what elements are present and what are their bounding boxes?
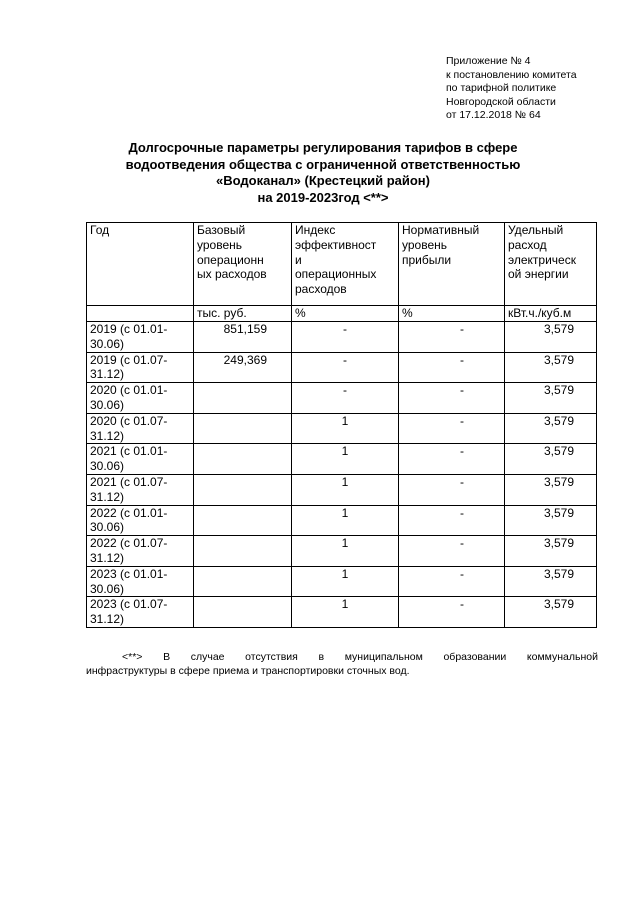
profit-level-cell: - <box>399 597 505 628</box>
year-cell <box>87 444 194 475</box>
base-opex-cell: 851,159 <box>194 322 292 353</box>
profit-level-cell: - <box>399 383 505 414</box>
energy-use-cell: 3,579 <box>505 597 597 628</box>
base-opex-cell: 249,369 <box>194 352 292 383</box>
header-line: эффективност <box>295 237 377 252</box>
header-line: Индекс <box>295 223 336 237</box>
header-line: расход <box>508 237 547 252</box>
title-line: водоотведения общества с ограниченной ответственностью <box>125 156 521 172</box>
year-line: 30.06) <box>90 397 125 412</box>
efficiency-index-cell: 1 <box>292 444 399 475</box>
header-cell-year <box>87 223 194 306</box>
table-body <box>87 223 597 628</box>
header-line: операционных <box>295 267 377 282</box>
efficiency-index-cell: - <box>292 322 399 353</box>
title-line: на 2019-2023год <**> <box>257 189 389 205</box>
appendix-line: от 17.12.2018 № 64 <box>446 109 541 122</box>
efficiency-index-cell: 1 <box>292 505 399 536</box>
year-line: 31.12) <box>90 489 125 504</box>
year-line: 2020 (с 01.01- <box>90 383 168 398</box>
header-line: прибыли <box>402 252 452 267</box>
base-opex-cell <box>194 383 292 414</box>
header-line: Удельный <box>508 223 564 237</box>
year-cell <box>87 383 194 414</box>
header-cell-energy-use <box>505 223 597 306</box>
table-row <box>87 566 597 597</box>
unit-cell: % <box>399 306 505 322</box>
base-opex-cell <box>194 474 292 505</box>
year-cell <box>87 536 194 567</box>
year-line: 2022 (с 01.07- <box>90 536 168 551</box>
header-line: операционн <box>197 252 264 267</box>
year-line: 30.06) <box>90 581 125 596</box>
year-cell <box>87 597 194 628</box>
title-line: «Водоканал» (Крестецкий район) <box>216 173 430 188</box>
header-cell-profit-level <box>399 223 505 306</box>
document-title <box>96 140 550 206</box>
year-line: 2022 (с 01.01- <box>90 505 168 520</box>
header-line: ой энергии <box>508 267 569 282</box>
energy-use-cell: 3,579 <box>505 474 597 505</box>
year-line: 2023 (с 01.01- <box>90 566 168 581</box>
appendix-line: по тарифной политике <box>446 82 557 95</box>
efficiency-index-cell: - <box>292 352 399 383</box>
table-row <box>87 444 597 475</box>
base-opex-cell <box>194 413 292 444</box>
table-header-row <box>87 223 597 306</box>
header-line: Базовый <box>197 223 246 237</box>
energy-use-cell: 3,579 <box>505 505 597 536</box>
header-line: Нормативный <box>402 223 480 237</box>
year-line: 31.12) <box>90 612 125 627</box>
energy-use-cell: 3,579 <box>505 322 597 353</box>
year-line: 2019 (с 01.07- <box>90 352 168 367</box>
header-line: уровень <box>197 237 243 252</box>
table-row <box>87 322 597 353</box>
energy-use-cell: 3,579 <box>505 383 597 414</box>
year-line: 2023 (с 01.07- <box>90 597 168 612</box>
table-row <box>87 597 597 628</box>
year-line: 2020 (с 01.07- <box>90 413 168 428</box>
efficiency-index-cell: 1 <box>292 597 399 628</box>
header-line: расходов <box>295 282 347 297</box>
base-opex-cell <box>194 566 292 597</box>
appendix-line: к постановлению комитета <box>446 68 577 81</box>
footnote <box>86 650 598 678</box>
year-line: 2021 (с 01.07- <box>90 474 168 489</box>
profit-level-cell: - <box>399 444 505 475</box>
profit-level-cell: - <box>399 566 505 597</box>
header-cell-base-opex <box>194 223 292 306</box>
base-opex-cell <box>194 505 292 536</box>
profit-level-cell: - <box>399 413 505 444</box>
year-cell <box>87 474 194 505</box>
year-cell <box>87 322 194 353</box>
efficiency-index-cell: 1 <box>292 566 399 597</box>
title-line: Долгосрочные параметры регулирования тарифов в сфере <box>128 140 518 155</box>
year-line: 30.06) <box>90 459 125 474</box>
header-line: электрическ <box>508 252 576 267</box>
table-row <box>87 536 597 567</box>
table-row <box>87 474 597 505</box>
year-cell <box>87 413 194 444</box>
appendix-note <box>446 55 577 123</box>
unit-cell <box>87 306 194 322</box>
appendix-line: Приложение № 4 <box>446 55 531 67</box>
base-opex-cell <box>194 597 292 628</box>
year-line: 30.06) <box>90 336 125 351</box>
energy-use-cell: 3,579 <box>505 413 597 444</box>
energy-use-cell: 3,579 <box>505 352 597 383</box>
unit-cell: кВт.ч./куб.м <box>505 306 597 322</box>
header-line: уровень <box>402 237 448 252</box>
profit-level-cell: - <box>399 352 505 383</box>
header-line: и <box>295 252 302 267</box>
footnote-line: инфраструктуры в сфере приема и транспортировки сточных вод. <box>86 665 410 677</box>
year-line: 30.06) <box>90 520 125 535</box>
header-line: ых расходов <box>197 267 267 282</box>
table-units-row <box>87 306 597 322</box>
table-row <box>87 352 597 383</box>
base-opex-cell <box>194 536 292 567</box>
year-line: 2019 (с 01.01- <box>90 322 168 336</box>
table-row <box>87 413 597 444</box>
parameters-table <box>86 222 597 628</box>
appendix-line: Новгородской области <box>446 95 556 108</box>
profit-level-cell: - <box>399 505 505 536</box>
header-line: Год <box>90 223 110 237</box>
year-cell <box>87 566 194 597</box>
year-line: 31.12) <box>90 428 125 443</box>
table-row <box>87 505 597 536</box>
unit-cell: % <box>292 306 399 322</box>
year-line: 2021 (с 01.01- <box>90 444 168 459</box>
energy-use-cell: 3,579 <box>505 566 597 597</box>
year-cell <box>87 352 194 383</box>
header-cell-efficiency-index <box>292 223 399 306</box>
energy-use-cell: 3,579 <box>505 536 597 567</box>
year-cell <box>87 505 194 536</box>
efficiency-index-cell: 1 <box>292 474 399 505</box>
profit-level-cell: - <box>399 322 505 353</box>
base-opex-cell <box>194 444 292 475</box>
energy-use-cell: 3,579 <box>505 444 597 475</box>
table-row <box>87 383 597 414</box>
efficiency-index-cell: 1 <box>292 413 399 444</box>
unit-cell: тыс. руб. <box>194 306 292 322</box>
efficiency-index-cell: 1 <box>292 536 399 567</box>
profit-level-cell: - <box>399 536 505 567</box>
profit-level-cell: - <box>399 474 505 505</box>
year-line: 31.12) <box>90 367 125 382</box>
efficiency-index-cell: - <box>292 383 399 414</box>
footnote-line: <**> В случае отсутствия в муниципальном образовании коммунальной <box>122 651 598 663</box>
year-line: 31.12) <box>90 550 125 565</box>
